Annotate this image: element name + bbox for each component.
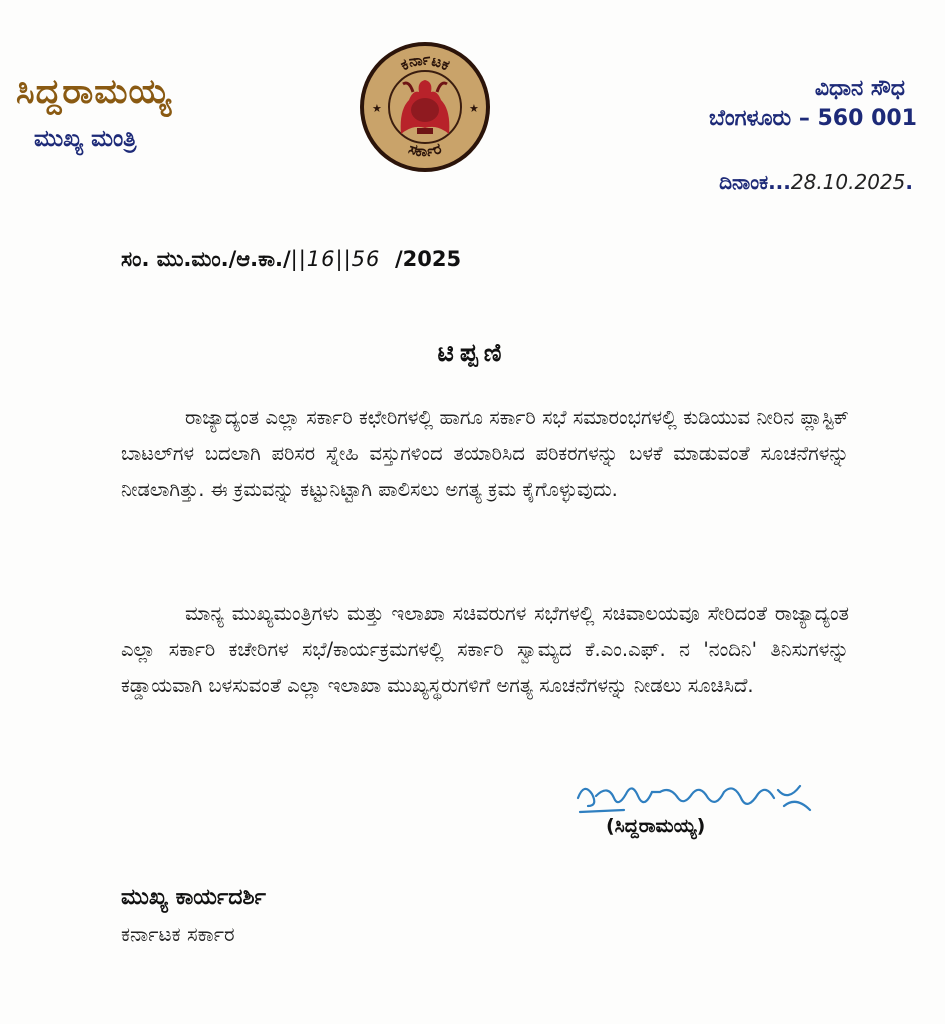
reference-number [121, 247, 461, 272]
reference-handwritten-number: ||16||56 [290, 247, 381, 271]
body-paragraph-2-text: ಮಾನ್ಯ ಮುಖ್ಯಮಂತ್ರಿಗಳು ಮತ್ತು ಇಲಾಖಾ ಸಚಿವರುಗಳ ಸಭೆಗಳಲ್ಲಿ ಸಚಿವಾಲಯವೂ ಸೇರಿದಂತೆ ರಾಜ್ಯಾದ್ಯಂತ ಎಲ್ಲಾ ಸರ್ಕಾರಿ ಕಚೇರಿಗಳ ಸಭೆ/ಕಾರ್ಯಕ್ರಮಗಳಲ್ಲಿ ಸರ್ಕಾರಿ ಸ್ವಾಮ್ಯದ ಕೆ.ಎಂ.ಎಫ್. ನ 'ನಂದಿನಿ' ತಿನಿಸುಗಳನ್ನು ಕಡ್ಡಾಯವಾಗಿ ಬಳಸುವಂತೆ ಎಲ್ಲಾ ಇಲಾಖಾ ಮುಖ್ಯಸ್ಥರುಗಳಿಗೆ ಅಗತ್ಯ ಸೂಚನೆಗಳನ್ನು ನೀಡಲು ಸೂಚಿಸಿದೆ. [121, 602, 849, 697]
body-paragraph-1 [121, 400, 849, 508]
seal-text-bottom: ಸರ್ಕಾರ [406, 139, 444, 161]
address-city-pin: ಬೆಂಗಳೂರು – 560 001 [709, 106, 917, 131]
date-label: ದಿನಾಂಕ [719, 170, 769, 194]
sender-name: ಸಿದ್ದರಾಮಯ್ಯ [16, 72, 172, 112]
address-building: ವಿಧಾನ ಸೌಧ [814, 76, 905, 101]
body-paragraph-2 [121, 596, 849, 704]
recipient-title: ಮುಖ್ಯ ಕಾರ್ಯದರ್ಶಿ [121, 885, 266, 910]
karnataka-government-seal [357, 40, 493, 174]
sender-title: ಮುಖ್ಯ ಮಂತ್ರಿ [34, 126, 137, 152]
svg-text:★: ★ [372, 102, 382, 115]
recipient-organization: ಕರ್ನಾಟಕ ಸರ್ಕಾರ [121, 922, 235, 946]
document-subject: ಟಿಪ್ಪಣಿ [437, 338, 508, 367]
reference-year: /2025 [395, 247, 462, 271]
reference-prefix: ಸಂ. ಮು.ಮಂ./ಆ.ಕಾ./ [121, 247, 291, 271]
svg-text:★: ★ [469, 102, 479, 115]
body-paragraph-1-text: ರಾಜ್ಯಾದ್ಯಂತ ಎಲ್ಲಾ ಸರ್ಕಾರಿ ಕಛೇರಿಗಳಲ್ಲಿ ಹಾಗೂ ಸರ್ಕಾರಿ ಸಭೆ ಸಮಾರಂಭಗಳಲ್ಲಿ ಕುಡಿಯುವ ನೀರಿನ ಪ್ಲಾಸ್ಟಿಕ್ ಬಾಟಲ್‌ಗಳ ಬದಲಾಗಿ ಪರಿಸರ ಸ್ನೇಹಿ ವಸ್ತುಗಳಿಂದ ತಯಾರಿಸಿದ ಪರಿಕರಗಳನ್ನು ಬಳಕೆ ಮಾಡುವಂತೆ ಸೂಚನೆಗಳನ್ನು ನೀಡಲಾಗಿತ್ತು. ಈ ಕ್ರಮವನ್ನು ಕಟ್ಟುನಿಟ್ಟಾಗಿ ಪಾಲಿಸಲು ಅಗತ್ಯ ಕ್ರಮ ಕೈಗೊಳ್ಳುವುದು. [121, 406, 849, 501]
signatory-name: (ಸಿದ್ದರಾಮಯ್ಯ) [606, 815, 706, 837]
date-line: ದಿನಾಂಕ...28.10.2025. [719, 170, 913, 194]
date-value: 28.10.2025 [790, 170, 906, 194]
svg-text:ಸರ್ಕಾರ [406, 139, 443, 160]
seal-text-top: ಕರ್ನಾಟಕ [397, 50, 453, 75]
